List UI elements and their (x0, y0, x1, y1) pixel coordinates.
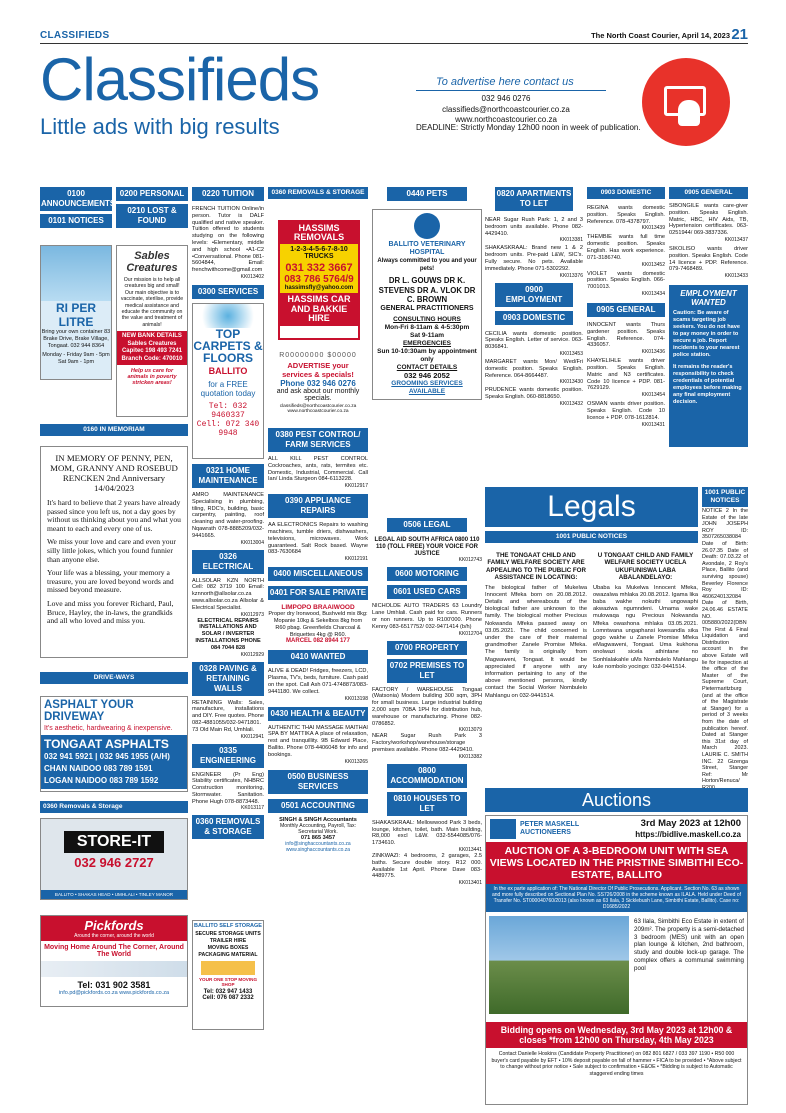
vet-tag: Always committed to you and your pets! (377, 258, 477, 272)
vet-contact-h: CONTACT DETAILS (396, 363, 458, 371)
appliance-ref: KK012191 (344, 556, 368, 563)
legal-left-text: The biological father of Mukelwa Innocent Mfeka born on 20.08.2012. Details and whereabouts of the biological father are unknown to the family. The biological mother Precious Nokwanda Mfeka passed away on 03.05.2021. The child concerned is under the care of their maternal grandmother Zanele Promise Mfeka. The family is originally from Magwaweni, Tongaat. It would be appreciated if anyone with any information pertaining to any of the above mentioned persons, kindly contact the Social Worker Nombulelo Mahlangu on 032-9441514. (485, 584, 587, 699)
col-announcements (40, 187, 116, 228)
singh-text: Monthly Accounting, Payroll, Tax: Secretarial Work. (279, 822, 357, 835)
heading-home-maintenance: 0321 HOME MAINTENANCE (192, 464, 264, 488)
heading-used-cars: 0601 USED CARS (387, 585, 467, 599)
asphalt-line1: 032 941 5921 | 032 945 1955 (A/H) (44, 752, 170, 761)
r1-text: REGINA wants domestic position. Speaks English. Reference. 078-4378797. (587, 205, 665, 225)
apt2-text: SHAKASKRAAL: Brand new 1 & 2 bedroom units. Pre-paid L&W, SIC's. Fully secure. No pets. Available immediately. Phone 071-5302292. (485, 245, 583, 272)
col-legal-motoring (372, 518, 482, 886)
promo-text: ADVERTISE your services & specials! (282, 361, 354, 379)
legal-ref: KK012743 (458, 557, 482, 564)
heading-driveways: DRIVE-WAYS (40, 672, 188, 684)
col-apartments (485, 187, 583, 407)
hassims-ad (278, 220, 360, 340)
premises-text: FACTORY / WAREHOUSE Tongaat (Watsonia) Modern building 300 sqm, 3PH for small business. Large industrial building 2,000 sqm 70BA 1PH for distribution hub, warehouse or manufacturing. Phone 082-0786852. (372, 686, 482, 727)
rip-text: Bring your own container 83 Brake Drive, Brake Village, Tongaat. 032 944 8364 (41, 329, 111, 349)
auction-description: 63 Ilala, Simbithi Eco Estate in extent of 209m². The property is a semi-detached 3 bedroom (MES) unit with an open plan lounge & kitchen, 2nd bathroom, study and double lock-up garage. The complex offers a communal swimming pool (634, 918, 744, 972)
heading-notices: 0101 NOTICES (40, 214, 112, 228)
electrical2-ref: KK012929 (240, 651, 264, 658)
r3-ref: KK013434 (641, 290, 665, 297)
rip-hours: Monday - Friday 9am - 5pm Sat 9am - 1pm (42, 352, 110, 366)
storeit-name: STORE-IT (64, 831, 164, 853)
heading-public-notices: 1001 PUBLIC NOTICES (485, 531, 698, 543)
vet-doctors: DR L. GOUWS DR K. STEVENS DR A. VLOK DR C. BROWN (378, 276, 476, 304)
section-label: CLASSIFIEDS (40, 30, 110, 41)
hassims-phone2: 083 786 5764/9 (280, 274, 358, 285)
paper-dateline: The North Coast Courier, April 14, 2023 (591, 31, 730, 40)
limpopo-text: Proper dry Ironwood, Bushveld mix 8kg: Mopanie 10kg & Sekelbos 8kg from R60 pbag. Greenfields Charcoal & Briquettes 4kg @ R60. (268, 611, 368, 638)
heading-health: 0430 HEALTH & BEAUTY (268, 707, 368, 721)
vet-hours3: Sun 10-10:30am by appointment only (377, 347, 477, 363)
houses-ref: KK013441 (458, 846, 482, 853)
auction-ad (485, 815, 748, 1105)
pickfords-name: Pickfords (84, 918, 144, 933)
advertise-promo (272, 352, 364, 414)
auction-bid: Bidding opens on Wednesday, 3rd May 2023 at 12h00 & closes *from 12h00 on Thursday, 4th May 2023 (486, 1022, 747, 1048)
truck-image (41, 961, 187, 977)
g1-text: INNOCENT wants Thurs gardener position. Speaks English. Reference. 074-4336057. (587, 321, 665, 349)
storage-l3: MOVING BOXES (207, 945, 249, 951)
heading-premises: 0702 PREMISES TO LET (387, 659, 467, 683)
legal-text: LEGAL AID SOUTH AFRICA 0800 110 110 (TOLL FREE) YOUR VOICE FOR JUSTICE (374, 537, 480, 557)
hassims-top: HASSIMS REMOVALS (280, 222, 358, 244)
rip-ad (40, 245, 112, 380)
contact-email[interactable]: classifieds@northcoastcourier.co.za (442, 104, 570, 114)
promo-price: R00000000 $00000 (279, 352, 357, 359)
storage-l2: TRAILER HIRE (209, 938, 247, 944)
g2-text: KHAYELIHLE wants driver position. Speaks English. Matric and N3 certificates. Code 10 licence + PDP. 081-7629129. (587, 358, 665, 392)
topcarpets-name: TOP CARPETS & FLOORS (193, 326, 263, 365)
contact-block (416, 94, 596, 126)
heading-general: 0905 GENERAL (587, 303, 665, 317)
s1-text: SIBONGILE wants care-giver position. Speaks English. Matric, HBC, HIV Aids, TB, Hypertension certificates. 063-0251944/ 069-3837336. (669, 203, 748, 237)
truck-icon (201, 961, 255, 975)
auction-sub: In the ex parte application of: The National Director Of Public Prosecutions. Applicant. Section No. 63 as shown and more fully described on Sectional Plan No. SS726/2008 in the scheme known as ILALA. Held under Deed of Transfer No. ST000040760/2013 (also known as 63 Ilala, 3 Sicklebush Lane, Simbithi Estate, Ballito). Case no: D1685/2022 (486, 884, 747, 912)
contact-phone: 032 946 0276 (481, 94, 531, 103)
memoriam-p4: Love and miss you forever Richard, Paul, Bruce, Hayley, the in-laws, the grandkids and all who loved and miss you. (47, 598, 174, 626)
memoriam-title: IN MEMORY OF PENNY, PEN, MOM, GRANNY AND ROSEBUD RENCKEN 2nd Anniversary 14/04/2023 (50, 453, 178, 493)
masthead-title: Classifieds (40, 46, 320, 113)
limpopo-name: LIMPOPO BRAAIWOOD (281, 604, 355, 612)
g3-ref: KK013431 (641, 421, 665, 428)
heading-removals-storage-2: 0360 REMOVALS & STORAGE (268, 187, 368, 199)
houses2-ref: KK013401 (458, 880, 482, 887)
limpopo-ad (268, 604, 368, 644)
heading-houses: 0810 HOUSES TO LET (387, 792, 467, 816)
heading-personal: 0200 PERSONAL (116, 187, 188, 201)
deadline: DEADLINE: Strictly Monday 12h00 noon in week of publication. (416, 123, 641, 132)
auctions-banner: Auctions (485, 788, 748, 812)
asphalt-ad (40, 696, 188, 792)
r2-ref: KK013452 (641, 261, 665, 268)
col-domestic (587, 187, 665, 428)
apt1-text: NEAR Sugar Rush Park: 1, 2 and 3 bedroom units available. Phone 082-4429410. (485, 217, 583, 237)
singh-web[interactable]: info@singhaccountants.co.za www.singhaccountants.co.za (285, 840, 351, 853)
ballito-storage-ad (192, 920, 264, 1030)
cars-text: NICHOLDE AUTO TRADERS 63 Loundry Lane Umhlali. Cash paid for cars. Runners or non runners. Up to R100'000. Phone Kenny 083-6517752/ 032-9471414 (b/h) (372, 603, 482, 630)
storage-tel: Tel: 032 947 1433 (203, 989, 253, 995)
heading-announcements: 0100 ANNOUNCEMENTS (40, 187, 112, 211)
pickfords-tel: Tel: 031 902 3581 (77, 980, 151, 990)
electrical-ref: KK012973 (240, 611, 264, 618)
health-ref: KK013265 (344, 758, 368, 765)
heading-accommodation: 0800 ACCOMMODATION (387, 764, 467, 788)
promo-text2: and ask about our monthly specials. (276, 388, 360, 402)
g2-ref: KK013454 (641, 392, 665, 399)
s2-text: SIKOLISO wants driver position. Speaks English. Code 14 licence + PDP. Reference. 079-7468489. (669, 245, 748, 273)
promo-email[interactable]: classifieds@northcoastcourier.co.za www.northcoastcourier.co.za (279, 404, 357, 414)
col-services-2 (268, 428, 368, 853)
heading-memoriam: 0160 IN MEMORIAM (40, 424, 188, 436)
pickfords-tagline: Around the corner, around the world (74, 933, 154, 939)
heading-property: 0700 PROPERTY (387, 641, 467, 655)
cars-ref: KK012704 (458, 630, 482, 637)
heading-services: 0300 SERVICES (192, 285, 264, 299)
memoriam-p1: It's hard to believe that 2 years have already passed since you left us, not a day goes by without us thinking about you and what you meant to each and every one of us. (47, 498, 181, 533)
caution-text: Caution: Be aware of scams targeting job seekers. You do not have to pay money in order to secure a job. Report incidents to your nearest police station. (673, 310, 740, 359)
vet-ad (372, 209, 482, 400)
singh-ad (268, 817, 368, 853)
hassims-sizes: 1-2-3-4-5-6-7-8-10 TRUCKS (280, 244, 358, 262)
col-removals (268, 187, 368, 199)
engineering-ref: KK013117 (241, 805, 264, 812)
apt1-ref: KK013381 (559, 237, 583, 244)
carpet-icon (193, 304, 263, 328)
storeit-phone: 032 946 2727 (74, 855, 154, 870)
legals-banner: Legals (485, 487, 698, 527)
engineering-text: ENGINEER (Pr Eng) Stability certificates, NHBRC Construction monitoring, Stormwater. Sanitation. Phone Hugh 078-8873448. (192, 771, 264, 805)
premises2-text: NEAR Sugar Rush Park 3 Factory/workshop/warehouse/storage premises available. Phone 082-4429410. (372, 733, 482, 753)
paving-text: RETAINING Walls: Sales, manufacture, installations and DIY. Free quotes. Phone 082-4881055/032-9471801. 73 Old Main Rd, Umhlali. (192, 699, 264, 733)
singh-tel: 071 865 3457 (300, 834, 336, 841)
electrical-text: ALLSOLAR KZN NORTH Cell: 082 3719 100 Email: kznnorth@allsolar.co.za www.allsolar.co.za Allsolar & Electrical Specialist. (192, 577, 264, 611)
legal-notice-english (485, 552, 587, 700)
storage-name: BALLITO SELF STORAGE (194, 923, 262, 929)
caution-title: EMPLOYMENT WANTED (680, 289, 737, 308)
heading-appliance: 0390 APPLIANCE REPAIRS (268, 494, 368, 518)
heading-legal: 0506 LEGAL (387, 518, 467, 532)
heading-wanted: 0410 WANTED (268, 650, 368, 664)
tuition-text: FRENCH TUITION Online/in person. Tutor is DALF qualified and native speaker. Tuition offered to students studying on the following levels: •Elementary, middle and high school •A1-C2 •Conversational. Phone 081-5604844, Email: frenchwithcome@gmail.com (192, 206, 264, 274)
storeit-footer: BALLITO • SHAKAS HEAD • UMHLALI • TINLEY MANOR (41, 890, 187, 899)
legal-right-title: U TONGAAT CHILD AND FAMILY WELFARE SOCIETY UCELA UKUFUNISWA LABA ABALANDELAYO: (597, 552, 694, 582)
r2-text: THEMBIE wants full time domestic position. Speaks English. Has work experience. 071-3186740. (587, 234, 665, 261)
heading-misc: 0400 MISCELLANEOUS (268, 567, 368, 581)
singh-name: SINGH & SINGH Accountants (279, 816, 357, 823)
health-text: AUTHENTIC THAI MASSAGE MAITHAI SPA BY MATTIKA A place of relaxation, rest and tranquillity. 9B Edward Place, Ballito. Phone 078-4406048 for info and bookings. (268, 724, 368, 758)
sables-help: Help us care for animals in poverty stricken areas! (127, 368, 177, 387)
houses-text: SHAKASKRAAL: Mellowwood Park 3 beds, lounge, kitchen, toilet, bath. Main building, R8,000 excl L&W. 032-5544085/076-1734610. (372, 819, 482, 847)
caution-text2: It remains the reader's responsibility to check credentials of potential employees before making any final employment decision. (673, 364, 742, 406)
r3-text: VIOLET wants domestic position. Speaks English. 066-7001013. (587, 270, 665, 291)
premises2-ref: KK013382 (458, 753, 482, 760)
hassims-email: hassimsfly@yahoo.com (280, 285, 358, 293)
page-header (40, 26, 748, 44)
heading-apartments: 0820 APARTMENTS TO LET (495, 187, 573, 211)
vet-hours1: Mon-Fri 8-11am & 4-5:30pm (384, 323, 470, 331)
topcarpets-ad (192, 303, 264, 459)
heading-engineering: 0335 ENGINEERING (192, 744, 264, 768)
sables-ad (116, 245, 188, 417)
vet-grooming: GROOMING SERVICES AVAILABLE (391, 379, 463, 395)
heading-lost-found: 0210 LOST & FOUND (116, 204, 188, 228)
dom1-ref: KK013453 (559, 350, 583, 357)
storage-cell: Cell: 076 087 2332 (202, 995, 254, 1001)
wanted-text: ALIVE & DEAD! Fridges, freezers, LCD, Plasma, TV's, beds, furniture. Cash paid on the spot. Call Ash 071-4748873/083-9441180. We collect. (268, 668, 368, 695)
storage-l4: PACKAGING MATERIAL (198, 952, 258, 958)
divider (416, 90, 606, 91)
heading-for-sale: 0401 FOR SALE PRIVATE (268, 586, 368, 600)
asphalt-name: TONGAAT ASPHALTS (44, 737, 169, 751)
pest-ref: KK012917 (344, 483, 368, 490)
auction-date: 3rd May 2023 at 12h00 (640, 818, 741, 829)
heading-paving: 0328 PAVING & RETAINING WALLS (192, 662, 264, 696)
vet-hours2: Sat 9-11am (410, 331, 444, 339)
heading-domestic: 0903 DOMESTIC (495, 311, 573, 325)
topcarpets-quote: for a FREE quotation today (200, 379, 256, 398)
vet-logo-icon (414, 213, 440, 239)
col-personal (116, 187, 188, 228)
water-drop-icon (41, 246, 111, 301)
asphalt-tagline: It's aesthetic, hardwearing & inexpensive. (44, 725, 173, 732)
heading-tuition: 0220 TUITION (192, 187, 264, 201)
contact-web[interactable]: www.northcoastcourier.co.za (455, 115, 557, 124)
col-general (669, 187, 748, 447)
paving-ref: KK012941 (240, 733, 264, 740)
apt2-ref: KK013376 (559, 272, 583, 279)
auction-firm: PETER MASKELL AUCTIONEERS (520, 821, 579, 836)
pest-text: ALL KILL PEST CONTROL Cockroaches, ants, rats, termites etc. Domestic, Industrial, Commercial. Call Ian/ Linda Sturgeon 084-6113228. (268, 456, 368, 483)
pickfords-ad (40, 915, 188, 1007)
vet-name: BALLITO VETERINARY HOSPITAL (388, 241, 466, 256)
heading-business: 0500 BUSINESS SERVICES (268, 770, 368, 794)
col-pets (372, 187, 482, 400)
vet-emergency-h: EMERGENCIES (402, 339, 452, 347)
heading-pest: 0380 PEST CONTROL/ FARM SERVICES (268, 428, 368, 452)
s1-ref: KK013437 (724, 236, 748, 243)
masthead-subtitle: Little ads with big results (40, 114, 280, 139)
heading-removals: 0360 REMOVALS & STORAGE (192, 815, 264, 839)
heading-domestic-2: 0903 DOMESTIC (587, 187, 665, 199)
topcarpets-location: BALLITO (208, 365, 248, 376)
dom3-ref: KK013432 (559, 400, 583, 407)
topcarpets-tel: Tel: 032 9460337 (208, 401, 248, 420)
hassims-phone1: 031 332 3667 (280, 262, 358, 274)
dom2-text: MARGARET wants Mon/ Wed/Fri domestic position. Speaks English. Reference. 064-8664487. (485, 358, 583, 379)
storeit-ad (40, 818, 188, 900)
asphalt-line3: LOGAN NAIDOO 083 789 1592 (44, 776, 159, 785)
g3-text: OSMAN wants driver position. Speaks English. Code 10 licence + PDP. 078-1612814. (587, 401, 665, 421)
heading-employment: 0900 EMPLOYMENT (495, 283, 573, 307)
limpopo-phone: MARCEL 082 8944 177 (286, 638, 350, 645)
dom2-ref: KK013430 (559, 379, 583, 386)
advertise-heading: To advertise here contact us (436, 76, 574, 88)
property-photo (489, 916, 629, 1014)
heading-public-notices-2: 1001 PUBLIC NOTICES (702, 487, 748, 507)
pickfords-line: Moving Home Around The Corner, Around The World (44, 944, 184, 958)
storage-l5: YOUR ONE STOP MOVING SHOP (198, 977, 258, 987)
page-number: 21 (731, 26, 748, 43)
sables-bank: NEW BANK DETAILS Sables Creatures Capitec 198 493 7241 Branch Code: 470010 (117, 331, 187, 365)
col-tuition-services (192, 187, 264, 839)
vet-gp: GENERAL PRACTITIONERS (380, 304, 474, 312)
asphalt-title: ASPHALT YOUR DRIVEWAY (44, 699, 134, 723)
vet-phone: 032 946 2052 (404, 370, 450, 380)
g1-ref: KK013436 (641, 349, 665, 356)
hassims-bottom: HASSIMS CAR AND BAKKIE HIRE (280, 293, 358, 326)
heading-removals-storage: 0360 Removals & Storage (40, 801, 188, 813)
heading-general-2: 0905 GENERAL (669, 187, 748, 199)
estate-notice: NOTICE 2 In the Estate of the late JOHN JOSEPH ROY ID: 3507265038084 Date of Birth: 26.07.35 Date of Death: 07.03.22 of Avondale, 2 Roy's Place, Ballito (and surviving spouse) Beverley Florence Roy ID: 4606240132084 Date of Birth, 24.06.46 ESTATE NO. 005880/2022(DBN The First & Final Liquidation and Distribution account in the above Estate will lie for inspection at the office of the Master of the Supreme Court, Pietermaritzburg (and at the office of the Magistrate at Stanger) for a period of 3 weeks from the date of publication hereof. Dated at Stanger this 31st day of March 2023. LAURIE C. SMITH INC. 22 Gizenga Street, Stanger Ref: Mr Horton/Renuca/ (702, 508, 748, 785)
memoriam-p2: We miss your love and care and even your silly little jokes, which you found funnier than anyone else. (47, 537, 176, 564)
heading-accounting: 0501 ACCOUNTING (268, 799, 368, 813)
heading-motoring: 0600 MOTORING (387, 567, 467, 581)
classifieds-logo-icon (642, 58, 730, 146)
memoriam-notice (40, 446, 188, 658)
dom1-text: CECILIA wants domestic position. Speaks English. Letter of service. 063-8036841. (485, 330, 583, 351)
houses2-text: ZINKWAZI: 4 bedrooms, 2 garages, 2.5 baths. Secure double story. R12 000. Available 1st April. Phone Dave 083-4489775. (372, 852, 482, 880)
wanted-ref: KK013198 (344, 695, 368, 702)
employment-caution-box (669, 285, 748, 447)
rip-title: RI PER LITRE (55, 301, 96, 329)
dom3-text: PRUDENCE wants domestic position. Speaks English. 060-8818650. (485, 387, 583, 401)
electrical2-text: ELECTRICAL REPAIRS INSTALLATIONS AND SOLAR / INVERTER INSTALLATIONS PHONE 084 7044 828 (195, 617, 261, 651)
maskell-logo-icon (490, 819, 516, 839)
auction-headline: AUCTION OF A 3-BEDROOM UNIT WITH SEA VIEWS LOCATED IN THE PRISTINE SIMBITHI ECO-ESTATE, BALLITO (486, 842, 747, 884)
sables-name: Sables Creatures (126, 250, 178, 274)
s2-ref: KK013433 (724, 273, 748, 280)
r1-ref: KK013439 (641, 225, 665, 232)
sables-text: Our mission is to help all creatures big and small! Our main objective is to vaccinate, sterilise, provide medical assistance and educate the community on the value and treatment of animals! (120, 277, 184, 328)
legal-right-text: Ubaba ka Mukelwa Innocent Mfeka, owazalwa mhlaka 20.08.2012. Igama lika baba wakhe nokuthi ungowaphi akwaziwa ngumndeni. Umama wake mulowaqa ngu Precious Nokwanda Mfeka owashona mhlaka 03.05.2021. Lomntwana ungaphansi kwesandla sika gogo wakhe u Zanele Promise Mfeka eMagwaweni, Tongaat. Uma kukhona onolwazi sicela athintane no Sonhlalakahle uMs Nombulelo Mahlangu kule nombolo yocingo: 032-9441514. (593, 584, 698, 670)
heading-pets: 0440 PETS (387, 187, 467, 201)
auction-url[interactable]: https://bidlive.maskell.co.za (635, 830, 741, 839)
storage-l1: SECURE STORAGE UNITS (195, 931, 261, 937)
auction-footer: Contact Danielle Hoskins (Candidate Property Practitioner) on 082 801 6827 / 033 397 1190 • R50 000 buyer's card payable by EFT • 10% deposit payable on fall of hammer • FICA to be provided • *Above subject to change without prior notice • Sale subject to confirmation • E&OE • *Bidding is subject to Automatic staggered ending times (491, 1051, 742, 1077)
topcarpets-cell: Cell: 072 340 9948 (196, 419, 260, 438)
memoriam-p3: Your life was a blessing, your memory a treasure, you are loved beyond words and missed beyond measure. (47, 568, 174, 595)
heading-electrical: 0326 ELECTRICAL (192, 550, 264, 574)
tuition-ref: KK013402 (240, 273, 264, 280)
asphalt-line2: CHAN NAIDOO 083 789 1591 (44, 764, 153, 773)
premises-ref: KK013079 (458, 727, 482, 734)
promo-phone: Phone 032 946 0276 (280, 379, 356, 388)
home-ref: KK013004 (240, 539, 264, 546)
legal-left-title: THE TONGAAT CHILD AND FAMILY WELFARE SOCIETY ARE APPEALING TO THE PUBLIC FOR ASSISTANCE IN LOCATING: (486, 552, 586, 582)
vet-hours-h: CONSULTING HOURS (393, 315, 461, 323)
legal-notice-zulu (593, 552, 698, 671)
pickfords-web[interactable]: info.pd@pickfords.co.za www.pickfords.co.za (58, 990, 170, 996)
home-text: AMRO MAINTENANCE Specialising in plumbing, tiling, RDC's, building, basic carpentry, painting, roof cleaning and water-proofing. Nqawrath 078-8885209/032-9441665. (192, 491, 264, 539)
appliance-text: AA ELECTRONICS Repairs to washing machines, tumble driers, dishwashers, televisions, microwaves. Work guaranteed. Salt Rock based. Wayne 083-7630684 (268, 522, 368, 556)
